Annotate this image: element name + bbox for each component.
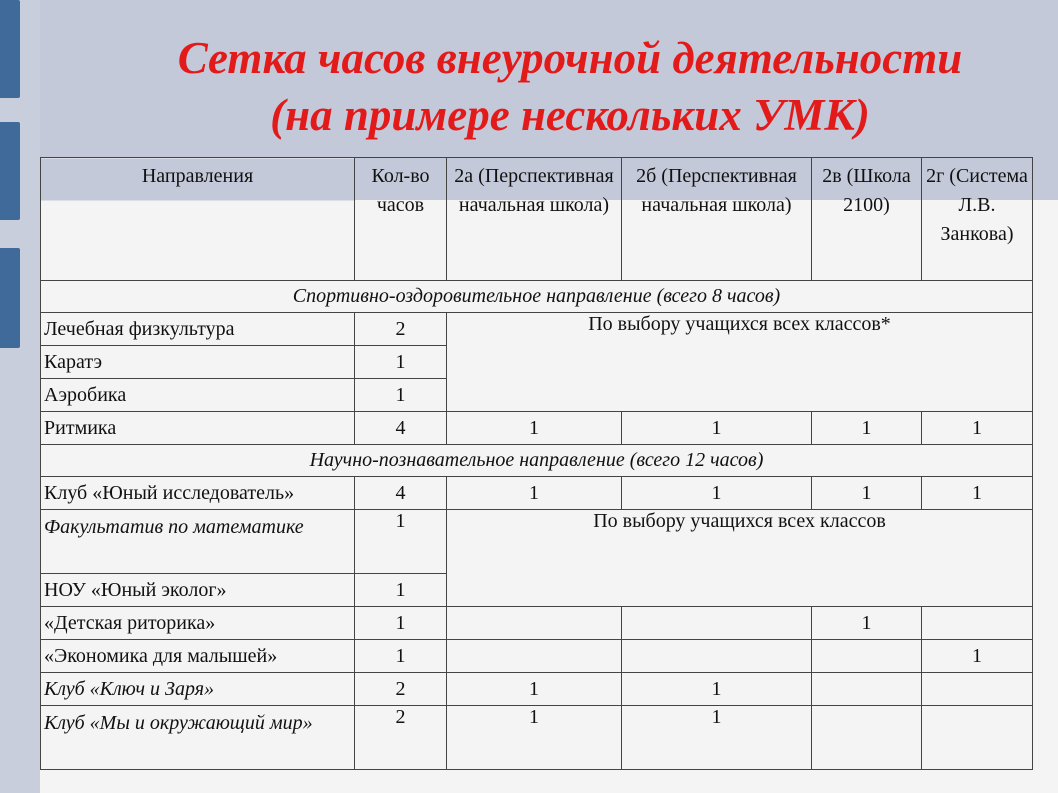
row-name: НОУ «Юный эколог» — [41, 574, 355, 607]
section-row-science — [41, 445, 1033, 477]
cell-2a — [447, 640, 622, 673]
table-row — [41, 510, 1033, 574]
table-row — [41, 477, 1033, 510]
side-bar-2 — [0, 122, 20, 220]
table-row — [41, 673, 1033, 706]
cell-2b — [622, 640, 812, 673]
side-bar-1 — [0, 0, 20, 98]
row-name: Клуб «Ключ и Заря» — [41, 673, 355, 706]
cell-2a — [447, 607, 622, 640]
row-hours: 2 — [355, 706, 447, 770]
row-hours: 4 — [355, 412, 447, 445]
row-name: Факультатив по математике — [41, 510, 355, 574]
cell-2g: 1 — [922, 477, 1033, 510]
header-hours-line1: Кол-во — [371, 165, 430, 187]
cell-2b: 1 — [622, 477, 812, 510]
row-hours: 2 — [355, 673, 447, 706]
row-hours: 1 — [355, 510, 447, 574]
cell-2a: 1 — [447, 706, 622, 770]
cell-2g: 1 — [922, 640, 1033, 673]
cell-2a: 1 — [447, 673, 622, 706]
header-2a: 2а (Перспективная начальная школа) — [447, 158, 622, 281]
section-row-sport — [41, 281, 1033, 313]
left-strip — [0, 0, 40, 793]
header-directions: Направления — [41, 158, 355, 281]
cell-2b: 1 — [622, 412, 812, 445]
header-hours-line2: часов — [376, 194, 425, 216]
header-row — [41, 158, 1033, 281]
slide-title — [120, 30, 1020, 144]
side-bar-3 — [0, 248, 20, 348]
cell-2g — [922, 607, 1033, 640]
row-name: Клуб «Мы и окружающий мир» — [41, 706, 355, 770]
cell-2v — [812, 706, 922, 770]
row-hours: 1 — [355, 379, 447, 412]
row-hours: 2 — [355, 313, 447, 346]
cell-2v — [812, 673, 922, 706]
row-name: Ритмика — [41, 412, 355, 445]
cell-2g — [922, 706, 1033, 770]
row-name: Клуб «Юный исследователь» — [41, 477, 355, 510]
header-2g: 2г (Система Л.В. Занкова) — [922, 158, 1033, 281]
hours-grid-table — [40, 157, 1033, 770]
cell-2a: 1 — [447, 477, 622, 510]
row-name: «Экономика для малышей» — [41, 640, 355, 673]
row-hours: 1 — [355, 346, 447, 379]
header-2b: 2б (Перспективная начальная школа) — [622, 158, 812, 281]
table-row — [41, 640, 1033, 673]
row-hours: 4 — [355, 477, 447, 510]
row-name: Аэробика — [41, 379, 355, 412]
cell-2g — [922, 673, 1033, 706]
cell-2b: 1 — [622, 673, 812, 706]
title-line-1: Сетка часов внеурочной деятельности — [177, 33, 963, 83]
row-name: Лечебная физкультура — [41, 313, 355, 346]
cell-2v: 1 — [812, 477, 922, 510]
cell-2a: 1 — [447, 412, 622, 445]
cell-2v: 1 — [812, 412, 922, 445]
section-science: Научно-познавательное направление (всего 12 часов) — [41, 445, 1033, 477]
cell-2b: 1 — [622, 706, 812, 770]
row-hours: 1 — [355, 574, 447, 607]
header-hours — [355, 158, 447, 281]
cell-2v — [812, 640, 922, 673]
section-sport: Спортивно-оздоровительное направление (всего 8 часов) — [41, 281, 1033, 313]
row-hours: 1 — [355, 607, 447, 640]
cell-2b — [622, 607, 812, 640]
table-row — [41, 706, 1033, 770]
choice-note-science: По выбору учащихся всех классов — [447, 510, 1033, 607]
cell-2v: 1 — [812, 607, 922, 640]
table-row — [41, 313, 1033, 346]
cell-2g: 1 — [922, 412, 1033, 445]
header-2v: 2в (Школа 2100) — [812, 158, 922, 281]
title-line-2: (на примере нескольких УМК) — [270, 90, 870, 140]
choice-note-sport: По выбору учащихся всех классов* — [447, 313, 1033, 412]
row-name: Каратэ — [41, 346, 355, 379]
row-hours: 1 — [355, 640, 447, 673]
table-row — [41, 607, 1033, 640]
table-row — [41, 412, 1033, 445]
row-name: «Детская риторика» — [41, 607, 355, 640]
